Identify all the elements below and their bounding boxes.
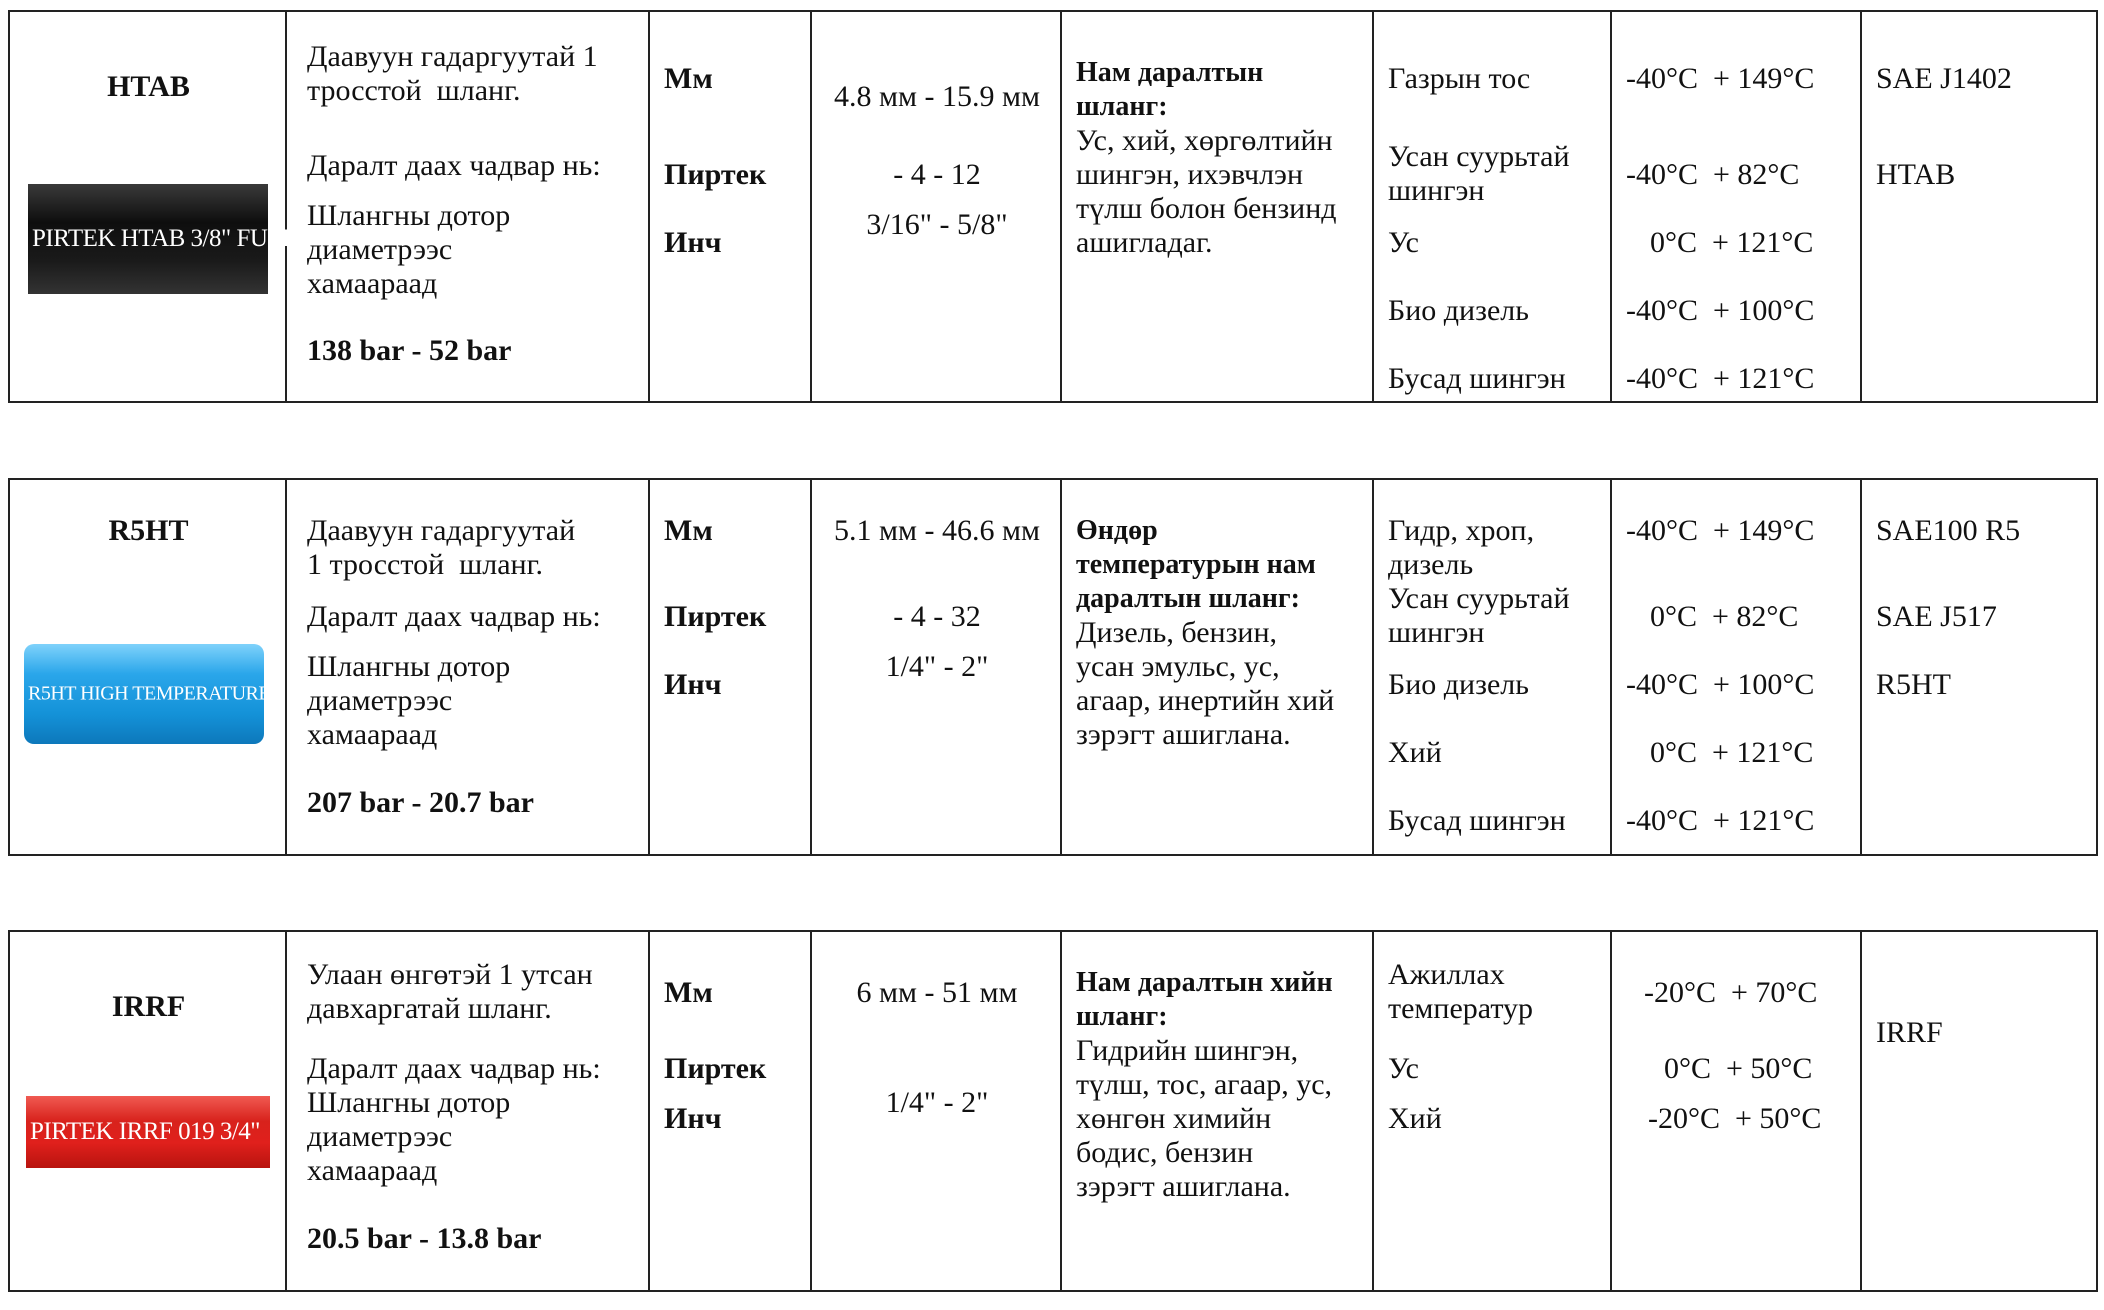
medium: Ус: [1388, 226, 1419, 259]
medium: Бусад шингэн: [1388, 362, 1566, 395]
product-table-htab: [8, 10, 2098, 403]
col-temperature: [1612, 932, 1862, 1290]
app-text: Ус, хий, хөргөлтийн: [1076, 124, 1333, 157]
medium: Био дизель: [1388, 668, 1529, 701]
col-units: [650, 932, 812, 1290]
col-units: [650, 12, 812, 401]
medium: шингэн: [1388, 616, 1485, 649]
product-code: HTAB: [107, 70, 190, 103]
medium: Хий: [1388, 1102, 1442, 1135]
desc-line: тросстой шланг.: [307, 74, 521, 107]
desc-line: Улаан өнгөтэй 1 утсан: [307, 958, 593, 991]
desc-line: 1 тросстой шланг.: [307, 548, 543, 581]
medium: температур: [1388, 992, 1534, 1025]
col-description: [287, 932, 650, 1290]
hose-print-text: R5HT HIGH TEMPERATURE: [28, 682, 271, 705]
product-code: IRRF: [111, 990, 186, 1023]
medium: Бусад шингэн: [1388, 804, 1566, 837]
app-text: бодис, бензин: [1076, 1136, 1254, 1169]
unit-inch: Инч: [664, 668, 722, 701]
pressure-label: Даралт даах чадвар нь:: [307, 600, 601, 633]
app-text: агаар, инертийн хий: [1076, 684, 1335, 717]
standard: IRRF: [1876, 1016, 1943, 1049]
hose-image: [28, 184, 332, 294]
col-standards: [1862, 932, 2100, 1290]
app-text: хөнгөн химийн: [1076, 1102, 1272, 1135]
col-description: [287, 480, 650, 854]
app-text: зэрэгт ашиглана.: [1076, 718, 1291, 751]
size-inch: 3/16" - 5/8": [866, 208, 1008, 241]
medium: Ус: [1388, 1052, 1419, 1085]
desc-line: Даавуун гадаргуутай 1: [307, 40, 598, 73]
medium: Гидр, хроп,: [1388, 514, 1535, 547]
app-title: Нам даралтын хийн: [1076, 967, 1333, 998]
diam-line: хамаараад: [307, 718, 438, 751]
medium: Хий: [1388, 736, 1442, 769]
unit-inch: Инч: [664, 226, 722, 259]
diam-line: диаметрээс: [307, 1120, 453, 1153]
medium: Усан суурьтай: [1388, 582, 1570, 615]
col-product: [10, 932, 287, 1290]
app-text: усан эмульс, ус,: [1076, 650, 1280, 683]
pressure-label: Даралт даах чадвар нь:: [307, 1052, 601, 1085]
diam-line: диаметрээс: [307, 233, 453, 266]
standard: SAE J1402: [1876, 62, 2012, 95]
col-standards: [1862, 12, 2100, 401]
unit-pirtek: Пиртек: [664, 600, 767, 633]
col-sizes: [812, 480, 1062, 854]
col-standards: [1862, 480, 2100, 854]
col-media: [1374, 932, 1612, 1290]
size-inch: 1/4" - 2": [885, 1086, 989, 1119]
temp-range: -40°C + 149°C: [1626, 62, 1815, 95]
app-text: түлш болон бензинд: [1076, 192, 1337, 225]
size-inch: 1/4" - 2": [885, 650, 989, 683]
medium: дизель: [1388, 548, 1474, 581]
temp-range: 0°C + 121°C: [1650, 226, 1814, 259]
col-temperature: [1612, 12, 1862, 401]
app-title: Өндөр: [1076, 515, 1158, 546]
temp-range: -20°C + 50°C: [1648, 1102, 1822, 1135]
hose-image: [26, 1096, 270, 1168]
size-mm: 6 мм - 51 мм: [856, 976, 1018, 1009]
unit-pirtek: Пиртек: [664, 1052, 767, 1085]
col-product: [10, 480, 287, 854]
hose-image: [24, 644, 271, 744]
app-text: Гидрийн шингэн,: [1076, 1034, 1299, 1067]
app-text: Дизель, бензин,: [1076, 616, 1278, 649]
diam-line: хамаараад: [307, 267, 438, 300]
standard: HTAB: [1876, 158, 1956, 191]
size-pirtek: - 4 - 32: [893, 600, 981, 633]
temp-range: 0°C + 121°C: [1650, 736, 1814, 769]
unit-inch: Инч: [664, 1102, 722, 1135]
col-product: [10, 12, 332, 401]
temp-range: -40°C + 82°C: [1626, 158, 1800, 191]
temp-range: -20°C + 70°C: [1644, 976, 1818, 1009]
diam-line: диаметрээс: [307, 684, 453, 717]
app-title: Нам даралтын: [1076, 57, 1264, 88]
app-text: түлш, тос, агаар, ус,: [1076, 1068, 1333, 1101]
temp-range: -40°C + 100°C: [1626, 294, 1815, 327]
pressure-range: 207 bar - 20.7 bar: [307, 786, 534, 819]
col-description: [287, 12, 650, 401]
app-text: ашигладаг.: [1076, 226, 1213, 259]
col-sizes: [812, 932, 1062, 1290]
unit-pirtek: Пиртек: [664, 158, 767, 191]
app-text: шингэн, ихэвчлэн: [1076, 158, 1303, 191]
col-units: [650, 480, 812, 854]
desc-line: давхаргатай шланг.: [307, 992, 552, 1025]
app-title: шланг:: [1076, 91, 1168, 122]
diam-line: Шлангны дотор: [307, 1086, 511, 1119]
col-sizes: [812, 12, 1062, 401]
product-code: R5HT: [108, 514, 189, 547]
temp-range: -40°C + 149°C: [1626, 514, 1815, 547]
col-media: [1374, 12, 1612, 401]
size-mm: 4.8 мм - 15.9 мм: [834, 80, 1040, 113]
unit-mm: Мм: [664, 62, 713, 95]
standard: R5HT: [1876, 668, 1951, 701]
hose-print-text: PIRTEK HTAB 3/8" FUEL / O: [32, 225, 332, 252]
unit-mm: Мм: [664, 976, 713, 1009]
medium: Ажиллах: [1388, 958, 1505, 991]
diam-line: хамаараад: [307, 1154, 438, 1187]
size-pirtek: - 4 - 12: [893, 158, 981, 191]
temp-range: 0°C + 82°C: [1650, 600, 1799, 633]
medium: шингэн: [1388, 174, 1485, 207]
standard: SAE100 R5: [1876, 514, 2021, 547]
pressure-label: Даралт даах чадвар нь:: [307, 149, 601, 182]
hose-print-text: PIRTEK IRRF 019 3/4": [30, 1118, 260, 1145]
app-text: зэрэгт ашиглана.: [1076, 1170, 1291, 1203]
col-temperature: [1612, 480, 1862, 854]
product-table-irrf: [8, 930, 2098, 1292]
app-title: температурын нам: [1076, 549, 1316, 580]
desc-line: Даавуун гадаргуутай: [307, 514, 576, 547]
diam-line: Шлангны дотор: [307, 650, 511, 683]
medium: Газрын тос: [1388, 62, 1531, 95]
col-media: [1374, 480, 1612, 854]
product-table-r5ht: [8, 478, 2098, 856]
medium: Био дизель: [1388, 294, 1529, 327]
unit-mm: Мм: [664, 514, 713, 547]
pressure-range: 20.5 bar - 13.8 bar: [307, 1222, 542, 1255]
col-application: [1062, 480, 1374, 854]
app-title: даралтын шланг:: [1076, 583, 1300, 614]
size-mm: 5.1 мм - 46.6 мм: [834, 514, 1040, 547]
medium: Усан суурьтай: [1388, 140, 1570, 173]
temp-range: -40°C + 121°C: [1626, 804, 1815, 837]
pressure-range: 138 bar - 52 bar: [307, 334, 512, 367]
col-application: [1062, 12, 1374, 401]
diam-line: Шлангны дотор: [307, 199, 511, 232]
col-application: [1062, 932, 1374, 1290]
standard: SAE J517: [1876, 600, 1997, 633]
temp-range: -40°C + 100°C: [1626, 668, 1815, 701]
app-title: шланг:: [1076, 1001, 1168, 1032]
temp-range: 0°C + 50°C: [1664, 1052, 1813, 1085]
temp-range: -40°C + 121°C: [1626, 362, 1815, 395]
